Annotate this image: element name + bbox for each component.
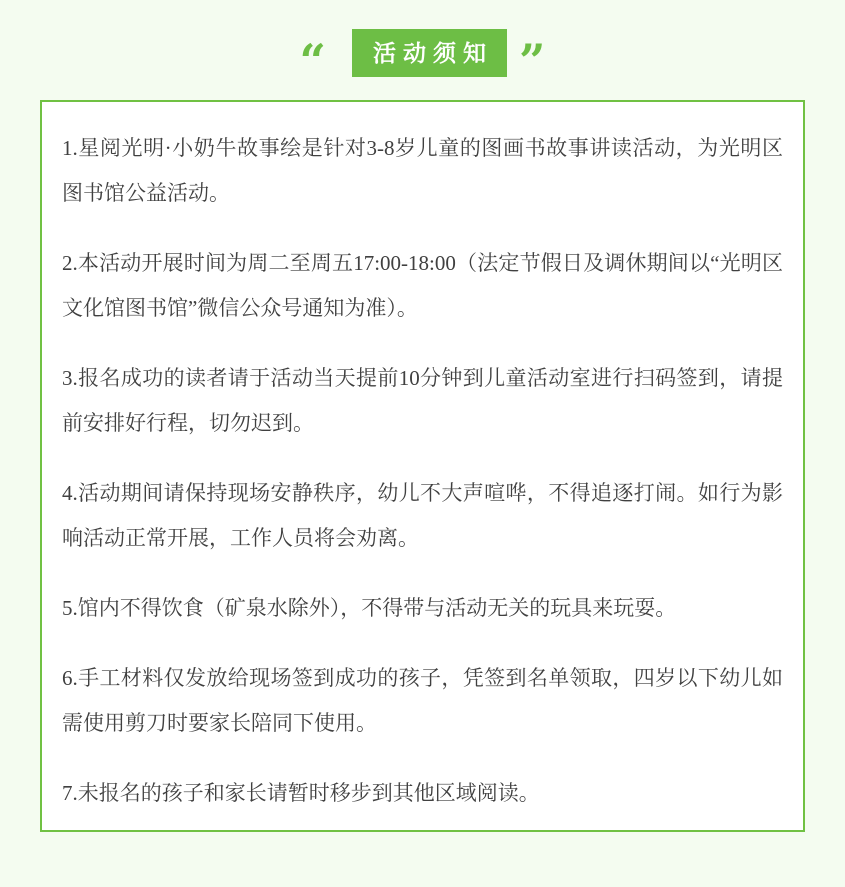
notice-page bbox=[0, 29, 845, 832]
notice-title: 活动须知 bbox=[373, 39, 493, 66]
notice-item-5: 5.馆内不得饮食（矿泉水除外），不得带与活动无关的玩具来玩耍。 bbox=[62, 596, 677, 620]
section-header bbox=[0, 29, 845, 88]
notice-box bbox=[40, 100, 805, 832]
notice-item-4: 4.活动期间请保持现场安静秩序，幼儿不大声喧哗，不得追逐打闹。如行为影响活动正常开展，工作人员将会劝离。 bbox=[62, 481, 783, 550]
notice-item-3: 3.报名成功的读者请于活动当天提前10分钟到儿童活动室进行扫码签到，请提前安排好行程，切勿迟到。 bbox=[62, 366, 783, 435]
notice-title-badge bbox=[352, 29, 507, 77]
open-quote-icon: “ bbox=[299, 34, 326, 88]
notice-item-2: 2.本活动开展时间为周二至周五17:00-18:00（法定节假日及调休期间以“光明区文化馆图书馆”微信公众号通知为准）。 bbox=[62, 251, 783, 320]
notice-item-1: 1.星阅光明·小奶牛故事绘是针对3-8岁儿童的图画书故事讲读活动，为光明区图书馆公益活动。 bbox=[62, 136, 783, 205]
close-quote-icon: ” bbox=[519, 34, 546, 88]
notice-item-6: 6.手工材料仅发放给现场签到成功的孩子，凭签到名单领取，四岁以下幼儿如需使用剪刀时要家长陪同下使用。 bbox=[62, 666, 783, 735]
notice-item-7: 7.未报名的孩子和家长请暂时移步到其他区域阅读。 bbox=[62, 781, 540, 805]
